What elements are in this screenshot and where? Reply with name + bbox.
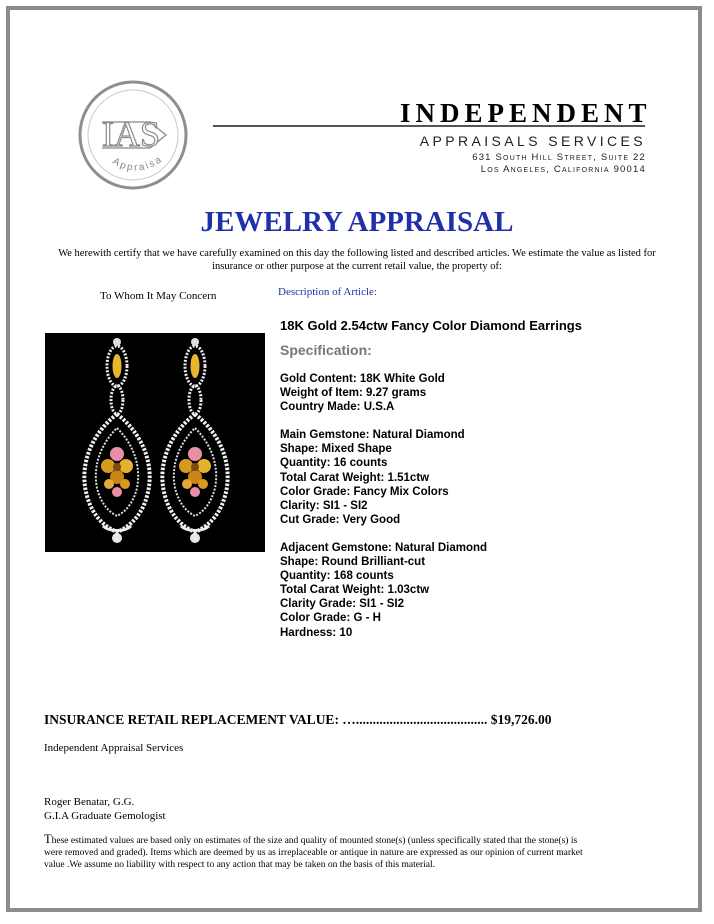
spec-line: Shape: Mixed Shape — [280, 443, 392, 456]
spec-line: Hardness: 10 — [280, 626, 353, 639]
recipient: To Whom It May Concern — [100, 290, 217, 302]
spec-line: Clarity Grade: SI1 - SI2 — [280, 598, 404, 611]
spec-line: Color Grade: G - H — [280, 612, 381, 625]
spec-line: Total Carat Weight: 1.51ctw — [280, 471, 430, 484]
spec-line: Quantity: 168 counts — [280, 570, 394, 583]
disclaimer — [44, 834, 584, 871]
signer-title: G.I.A Graduate Gemologist — [44, 810, 166, 822]
spec-line: Cut Grade: Very Good — [280, 513, 401, 526]
specification-label: Specification: — [280, 342, 372, 358]
spec-line: Color Grade: Fancy Mix Colors — [280, 485, 449, 498]
company-name: INDEPENDENT — [400, 98, 652, 128]
document-title: JEWELRY APPRAISAL — [200, 206, 514, 238]
spec-line: Gold Content: 18K White Gold — [280, 373, 445, 385]
disclaimer-initial: T — [44, 832, 52, 846]
address-line-1: 631 South Hill Street, Suite 22 — [472, 152, 646, 163]
earrings-photo — [45, 333, 265, 552]
spec-line: Weight of Item: 9.27 grams — [280, 387, 427, 400]
certification-text: We herewith certify that we have carefully examined on this day the following listed and described articles. We estimate the value as listed for insurance or other purpose at the current retail value, the property of: — [58, 248, 656, 272]
signer-name: Roger Benatar, G.G. — [44, 796, 135, 808]
svg-text:IAS: IAS — [101, 114, 161, 154]
spec-line: Clarity: SI1 - SI2 — [280, 499, 368, 512]
spec-line: Quantity: 16 counts — [280, 457, 388, 470]
specification-list — [280, 372, 487, 640]
spec-group-main-gemstone — [280, 428, 487, 527]
product-title: 18K Gold 2.54ctw Fancy Color Diamond Earrings — [280, 318, 582, 333]
spec-group-adjacent-gemstone — [280, 541, 487, 640]
disclaimer-text: hese estimated values are based only on estimates of the size and quality of mounted stone(s) (unless specifically stated that the stone(s) is were removed and graded). Items which are deemed by us as irreplaceable or antique in nature are expressed as our opinion of current market value .We assume no liability with respect to any action that may be taken on the basis of this material. — [44, 836, 583, 870]
svg-text:Appraisal: Appraisa — [110, 153, 166, 174]
spec-line: Adjacent Gemstone: Natural Diamond — [280, 541, 488, 554]
spec-group-gold — [280, 372, 487, 414]
spec-line: Main Gemstone: Natural Diamond — [280, 429, 465, 442]
company-subtitle: APPRAISALS SERVICES — [419, 133, 646, 149]
spec-line: Total Carat Weight: 1.03ctw — [280, 584, 430, 597]
description-label: Description of Article: — [278, 286, 377, 298]
replacement-value: INSURANCE RETAIL REPLACEMENT VALUE: …....................................... $19,726.00 — [44, 712, 552, 727]
ias-logo — [78, 80, 188, 190]
spec-line: Country Made: U.S.A — [280, 401, 395, 414]
spec-line: Shape: Round Brilliant-cut — [280, 556, 426, 569]
address-line-2: Los Angeles, California 90014 — [480, 164, 646, 175]
signoff-company: Independent Appraisal Services — [44, 742, 184, 754]
